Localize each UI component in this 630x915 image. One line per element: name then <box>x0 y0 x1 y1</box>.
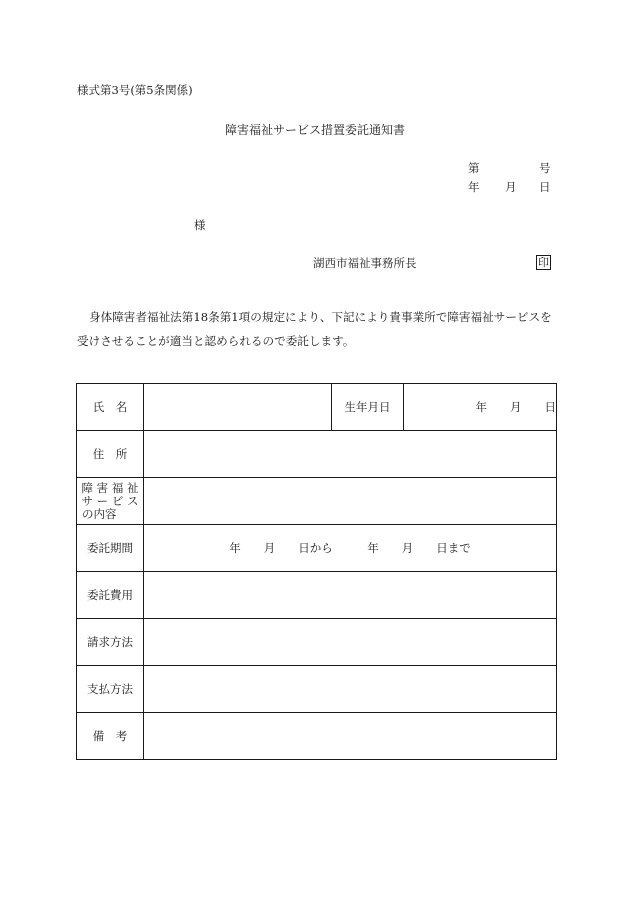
cost-field[interactable] <box>144 572 557 619</box>
period-field[interactable]: 年 月 日から 年 月 日まで <box>144 525 557 572</box>
payment-label: 支払方法 <box>77 666 144 713</box>
service-label-line-1: 障 害 福 祉 <box>81 480 139 495</box>
billing-field[interactable] <box>144 619 557 666</box>
table-row-name <box>77 384 557 431</box>
body-text <box>77 305 557 353</box>
body-line-2: 受けさせることが適当と認められるので委託します。 <box>77 334 355 348</box>
body-line-1: 身体障害者福祉法第18条第1項の規定により、下記により貴事業所で障害福祉サービスを <box>89 310 552 324</box>
cost-label: 委託費用 <box>77 572 144 619</box>
payment-field[interactable] <box>144 666 557 713</box>
service-label <box>77 478 144 525</box>
service-field[interactable] <box>144 478 557 525</box>
billing-label: 請求方法 <box>77 619 144 666</box>
form-number: 様式第3号(第5条関係) <box>77 83 193 97</box>
seal-stamp: 印 <box>538 256 549 269</box>
table-row-remarks <box>77 713 557 760</box>
address-label: 住 所 <box>77 431 144 478</box>
issuer-name: 湖西市福祉事務所長 <box>313 256 417 270</box>
address-field[interactable] <box>144 431 557 478</box>
doc-number-prefix: 第 <box>468 161 480 175</box>
service-label-line-2: サ ー ビ ス <box>81 493 139 508</box>
service-label-line-3: の内容 <box>82 506 117 521</box>
addressee-suffix: 様 <box>194 218 206 232</box>
table-row-period <box>77 525 557 572</box>
doc-number-suffix: 号 <box>539 161 551 175</box>
table-row-address <box>77 431 557 478</box>
issue-month: 月 <box>505 180 517 194</box>
table-row-billing <box>77 619 557 666</box>
birth-label: 生年月日 <box>332 384 404 431</box>
details-table <box>76 383 557 760</box>
document-title: 障害福祉サービス措置委託通知書 <box>225 123 406 137</box>
issue-year: 年 <box>468 180 480 194</box>
table-row-cost <box>77 572 557 619</box>
issue-day: 日 <box>539 180 551 194</box>
name-field[interactable] <box>144 384 332 431</box>
period-label: 委託期間 <box>77 525 144 572</box>
name-label: 氏 名 <box>77 384 144 431</box>
remarks-field[interactable] <box>144 713 557 760</box>
birth-field[interactable]: 年 月 日 <box>404 384 557 431</box>
table-row-payment <box>77 666 557 713</box>
table-row-service <box>77 478 557 525</box>
remarks-label: 備 考 <box>77 713 144 760</box>
